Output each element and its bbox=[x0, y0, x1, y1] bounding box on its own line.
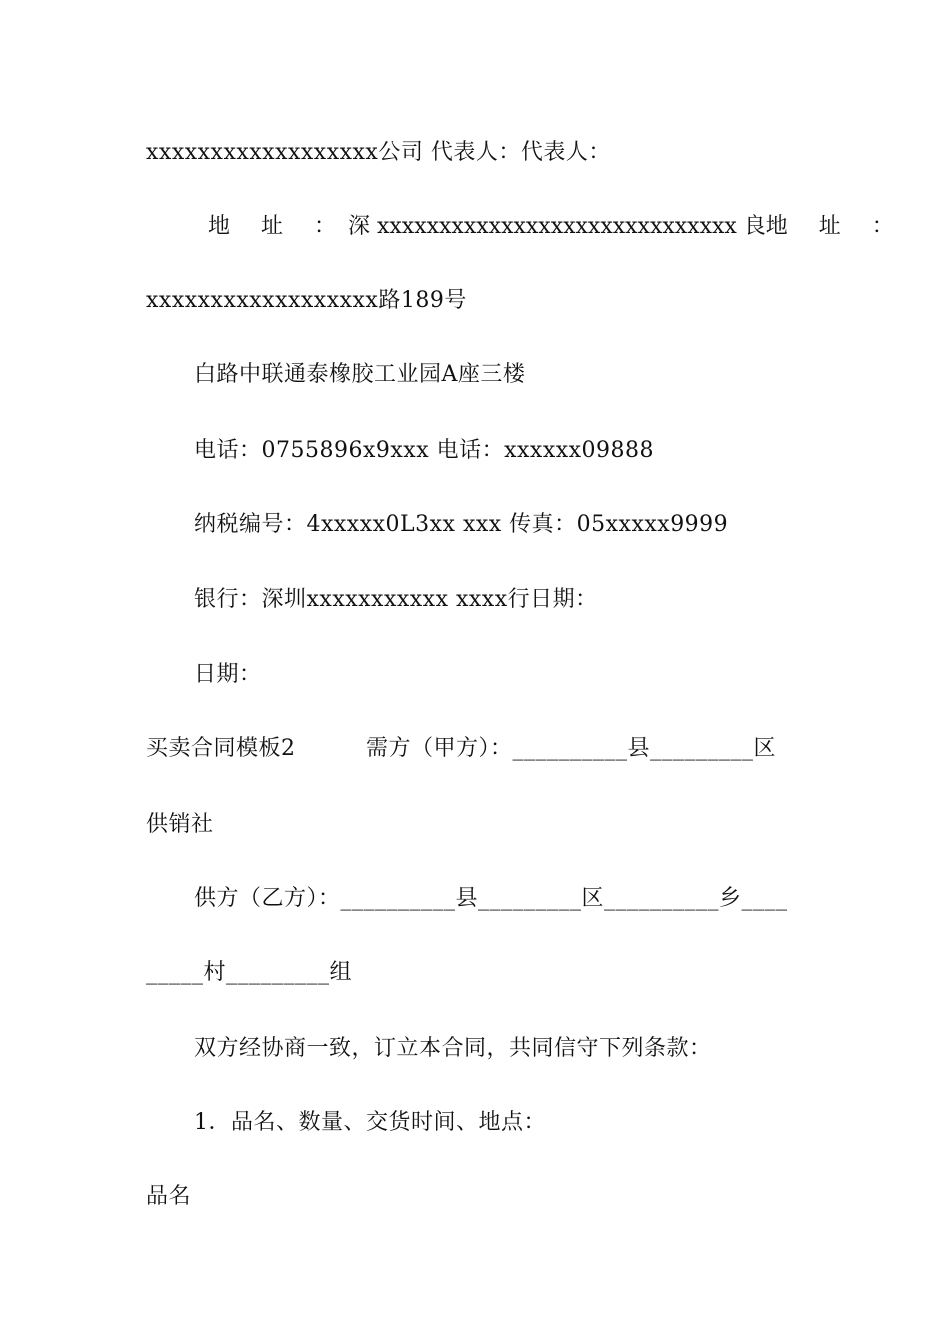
address-road-line: xxxxxxxxxxxxxxxxxx路189号 bbox=[146, 288, 467, 313]
seller-party-line: 供方（乙方）：__________县_________区__________乡____ bbox=[194, 886, 788, 911]
company-representative-line: xxxxxxxxxxxxxxxxxx公司 代表人：代表人： bbox=[146, 140, 611, 165]
contract-title: 买卖合同模板2 bbox=[146, 736, 296, 761]
contract-title-buyer-line bbox=[146, 734, 804, 764]
address-park-line: 白路中联通泰橡胶工业园A座三楼 bbox=[194, 362, 526, 387]
phone-line: 电话：0755896x9xxx 电话：xxxxxx09888 bbox=[194, 438, 655, 463]
address-label: 地 址 ： bbox=[208, 214, 348, 239]
seller-village-line: _____村_________组 bbox=[146, 960, 353, 985]
address-label-second: 地 址 ： bbox=[765, 214, 906, 239]
address-line bbox=[146, 212, 906, 242]
clause-1-heading: 1．品名、数量、交货时间、地点： bbox=[194, 1110, 546, 1135]
agreement-intro: 双方经协商一致，订立本合同，共同信守下列条款： bbox=[194, 1036, 712, 1061]
bank-date-line: 银行：深圳xxxxxxxxxxx xxxx行日期： bbox=[194, 587, 598, 612]
address-value: 深 xxxxxxxxxxxxxxxxxxxxxxxxxxxxx 良 bbox=[348, 214, 766, 239]
buyer-coop-line: 供销社 bbox=[146, 812, 214, 837]
tax-fax-line: 纳税编号：4xxxxx0L3xx xxx 传真：05xxxxx9999 bbox=[194, 512, 729, 537]
product-name-label: 品名 bbox=[146, 1184, 192, 1209]
buyer-party: 需方（甲方）：__________县_________区 bbox=[366, 736, 777, 761]
date-line: 日期： bbox=[194, 662, 262, 687]
